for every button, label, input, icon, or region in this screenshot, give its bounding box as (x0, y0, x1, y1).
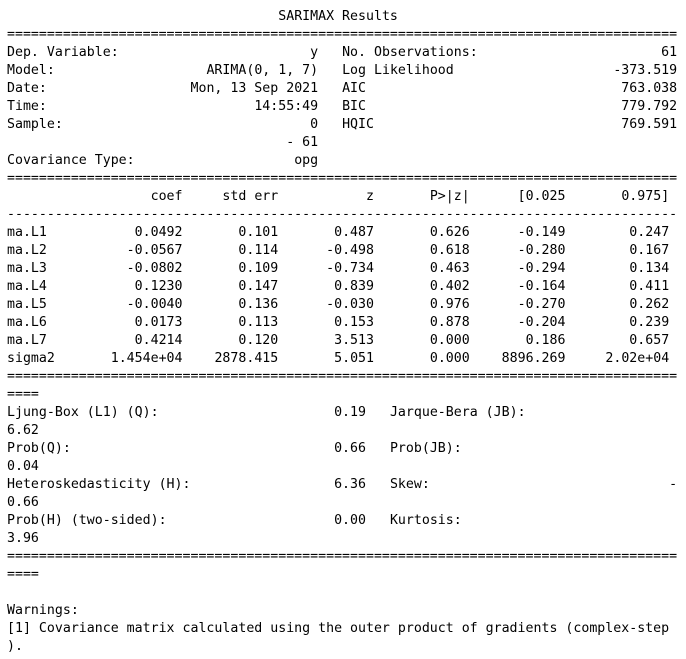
diagnostic-value: 0.04 (7, 459, 39, 474)
coef-table-row (7, 350, 683, 368)
diagnostic-label: Jarque-Bera (JB): (389, 405, 526, 420)
coef-cell: 0.626 (429, 225, 470, 240)
separator-wrap (7, 566, 683, 584)
coef-cell: -0.498 (326, 243, 374, 258)
diagnostics-row (7, 512, 683, 530)
coef-cell: 0.186 (525, 333, 566, 348)
warning-line (7, 620, 683, 638)
coef-row-name: ma.L2 (7, 243, 47, 258)
coef-column-header: [0.025 (517, 189, 566, 204)
warnings-header-line (7, 602, 683, 620)
coef-cell: -0.734 (326, 261, 374, 276)
model-info-label: Dep. Variable: (7, 45, 119, 60)
coef-table-row (7, 314, 683, 332)
model-info-value: Mon, 13 Sep 2021 (190, 81, 319, 96)
model-info-value: - 61 (286, 135, 319, 150)
coef-row-name: ma.L3 (7, 261, 47, 276)
coef-cell: -0.149 (517, 225, 566, 240)
coef-cell: 2878.415 (214, 351, 279, 366)
separator-single (7, 206, 683, 224)
coef-cell: 0.878 (429, 315, 470, 330)
coef-cell: 0.839 (334, 279, 374, 294)
model-info-value: 0 (310, 117, 319, 132)
coef-table-row (7, 278, 683, 296)
diagnostic-value: 0.00 (334, 513, 366, 528)
coef-column-header: P>|z| (429, 189, 470, 204)
separator-double (7, 26, 683, 44)
coef-row-name: ma.L1 (7, 225, 47, 240)
model-info-row (7, 134, 683, 152)
diagnostics-row (7, 476, 683, 494)
coef-column-header: 0.975] (621, 189, 670, 204)
model-info-row (7, 44, 683, 62)
coef-cell: 1.454e+04 (110, 351, 183, 366)
coef-cell: 0.147 (238, 279, 279, 294)
coef-cell: 3.513 (334, 333, 374, 348)
coef-cell: 0.114 (238, 243, 279, 258)
diagnostic-value: 0.19 (334, 405, 366, 420)
coef-column-header: coef (150, 189, 183, 204)
coef-cell: 0.976 (429, 297, 470, 312)
coef-cell: 5.051 (334, 351, 374, 366)
diagnostic-value: 0.66 (334, 441, 366, 456)
separator-wrap (7, 386, 683, 404)
separator-double: ==================================================================================== (7, 27, 678, 42)
model-info-value: 61 (661, 45, 678, 60)
coef-cell: -0.0040 (126, 297, 183, 312)
diagnostic-label: Heteroskedasticity (H): (7, 477, 191, 492)
coef-cell: 0.0492 (134, 225, 183, 240)
model-info-row (7, 80, 683, 98)
model-info-label: BIC (342, 99, 367, 114)
coef-cell: 0.247 (629, 225, 670, 240)
separator-double: ==================================================================================== (7, 369, 678, 384)
model-info-label: Model: (7, 63, 55, 78)
model-info-label: Covariance Type: (7, 153, 135, 168)
coef-cell: 0.153 (334, 315, 374, 330)
coef-header-row (7, 188, 683, 206)
coef-table-row (7, 296, 683, 314)
coef-cell: 0.109 (238, 261, 279, 276)
diagnostic-value: 0.66 (7, 495, 39, 510)
separator-wrap: ==== (7, 387, 39, 402)
coef-row-name: sigma2 (7, 351, 55, 366)
coef-cell: -0.164 (517, 279, 566, 294)
coef-cell: -0.030 (326, 297, 374, 312)
model-info-label: Log Likelihood (342, 63, 454, 78)
diagnostic-value: 6.36 (334, 477, 366, 492)
results-title: SARIMAX Results (278, 9, 398, 24)
model-info-row (7, 116, 683, 134)
diagnostics-wrap-row (7, 530, 683, 548)
coef-table-row (7, 242, 683, 260)
model-info-value: -373.519 (613, 63, 678, 78)
coef-cell: 0.262 (629, 297, 670, 312)
diagnostic-label: Prob(JB): (389, 441, 462, 456)
diagnostics-wrap-row (7, 494, 683, 512)
model-info-label: Time: (7, 99, 47, 114)
separator-wrap: ==== (7, 567, 39, 582)
model-info-value: 779.792 (621, 99, 678, 114)
model-info-label: HQIC (342, 117, 374, 132)
model-info-value: 14:55:49 (254, 99, 319, 114)
coef-row-name: ma.L4 (7, 279, 47, 294)
coef-cell: 0.402 (429, 279, 470, 294)
diagnostic-label: Prob(H) (two-sided): (7, 513, 167, 528)
model-info-value: ARIMA(0, 1, 7) (206, 63, 319, 78)
model-info-row (7, 62, 683, 80)
diagnostic-label: Prob(Q): (7, 441, 71, 456)
diagnostic-value: - (669, 477, 678, 492)
warning-line (7, 638, 683, 656)
separator-double (7, 548, 683, 566)
warning-text: ). (7, 639, 23, 654)
coef-cell: 0.1230 (134, 279, 183, 294)
model-info-label: AIC (342, 81, 366, 96)
coef-cell: 0.000 (429, 333, 470, 348)
coef-cell: 0.167 (629, 243, 670, 258)
coef-cell: -0.270 (517, 297, 566, 312)
coef-cell: 0.4214 (134, 333, 183, 348)
separator-double (7, 368, 683, 386)
coef-cell: -0.0567 (126, 243, 183, 258)
coef-cell: 0.101 (238, 225, 279, 240)
model-info-row (7, 152, 683, 170)
coef-cell: 0.120 (238, 333, 279, 348)
separator-double: ==================================================================================== (7, 549, 678, 564)
coef-cell: 0.657 (629, 333, 670, 348)
coef-cell: 0.463 (429, 261, 470, 276)
model-info-row (7, 98, 683, 116)
diagnostic-value: 6.62 (7, 423, 39, 438)
diagnostic-label: Skew: (389, 477, 430, 492)
coef-row-name: ma.L7 (7, 333, 47, 348)
separator-double: ==================================================================================== (7, 171, 678, 186)
model-info-value: 763.038 (621, 81, 678, 96)
coef-cell: 0.239 (629, 315, 670, 330)
coef-cell: 8896.269 (501, 351, 566, 366)
model-info-label: Date: (7, 81, 47, 96)
diagnostics-wrap-row (7, 458, 683, 476)
diagnostic-label: Ljung-Box (L1) (Q): (7, 405, 159, 420)
diagnostics-row (7, 440, 683, 458)
warnings-header: Warnings: (7, 603, 79, 618)
coef-row-name: ma.L6 (7, 315, 47, 330)
diagnostic-value: 3.96 (7, 531, 39, 546)
coef-row-name: ma.L5 (7, 297, 47, 312)
model-info-label: No. Observations: (342, 45, 478, 60)
coef-cell: -0.204 (517, 315, 566, 330)
title-line (7, 8, 683, 26)
coef-cell: -0.280 (517, 243, 566, 258)
coef-table-row (7, 260, 683, 278)
diagnostics-row (7, 404, 683, 422)
coef-column-header: std err (222, 189, 279, 204)
coef-cell: 0.113 (238, 315, 279, 330)
coef-cell: -0.294 (517, 261, 566, 276)
coef-cell: 0.411 (629, 279, 670, 294)
model-info-value: opg (294, 153, 319, 168)
coef-cell: 0.487 (334, 225, 374, 240)
coef-cell: 0.134 (629, 261, 670, 276)
coef-cell: 2.02e+04 (605, 351, 670, 366)
blank-line (7, 584, 683, 602)
coef-table-row (7, 224, 683, 242)
coef-cell: 0.618 (429, 243, 470, 258)
diagnostics-wrap-row (7, 422, 683, 440)
sarimax-results-output (7, 8, 683, 656)
separator-single: ------------------------------------------------------------------------------------ (7, 207, 678, 222)
coef-cell: 0.136 (238, 297, 279, 312)
model-info-value: 769.591 (621, 117, 678, 132)
coef-cell: 0.0173 (134, 315, 183, 330)
coef-column-header: z (366, 189, 374, 204)
coef-table-row (7, 332, 683, 350)
separator-double (7, 170, 683, 188)
model-info-value: y (310, 45, 319, 60)
coef-cell: -0.0802 (126, 261, 183, 276)
diagnostic-label: Kurtosis: (389, 513, 462, 528)
warning-text: [1] Covariance matrix calculated using the outer product of gradients (complex-step (7, 621, 670, 636)
coef-cell: 0.000 (429, 351, 470, 366)
model-info-label: Sample: (7, 117, 63, 132)
